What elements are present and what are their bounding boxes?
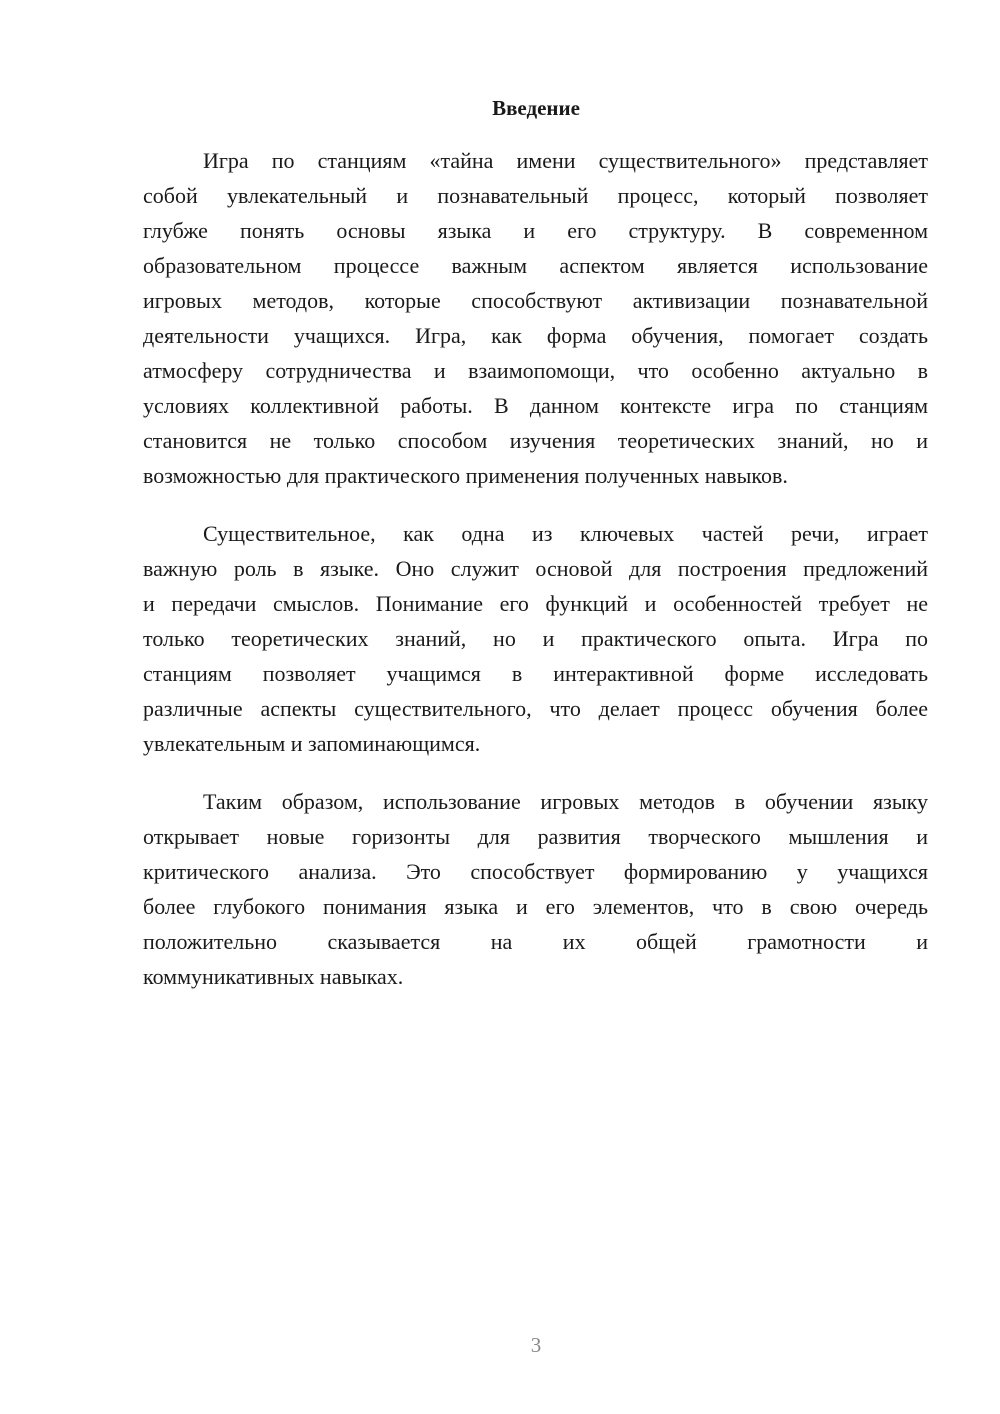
text-line: различные аспекты существительного, что делает процесс обучения более [143,696,928,721]
paragraph [143,784,928,994]
text-line: игровых методов, которые способствуют активизации познавательной [143,288,928,313]
text-line: открывает новые горизонты для развития творческого мышления и [143,824,928,849]
text-line: атмосферу сотрудничества и взаимопомощи, что особенно актуально в [143,358,928,383]
text-line: только теоретических знаний, но и практического опыта. Игра по [143,626,928,651]
text-line: важную роль в языке. Оно служит основой для построения предложений [143,556,928,581]
text-line: деятельности учащихся. Игра, как форма обучения, помогает создать [143,323,928,348]
text-line: критического анализа. Это способствует формированию у учащихся [143,859,928,884]
text-line: условиях коллективной работы. В данном контексте игра по станциям [143,393,928,418]
section-heading: Введение [492,96,580,120]
text-line: станциям позволяет учащимся в интерактивной форме исследовать [143,661,928,686]
text-line: увлекательным и запоминающимся. [143,731,481,756]
text-line: Игра по станциям «тайна имени существительного» представляет [203,148,928,173]
text-line: Таким образом, использование игровых методов в обучении языку [203,789,928,814]
text-line: положительно сказывается на их общей грамотности и [143,929,928,954]
text-line: и передачи смыслов. Понимание его функций и особенностей требует не [143,591,928,616]
document-body [143,143,928,1017]
text-line: возможностью для практического применения полученных навыков. [143,463,788,488]
paragraph [143,143,928,493]
text-line: становится не только способом изучения теоретических знаний, но и [143,428,928,453]
page-number: 3 [530,1333,542,1357]
text-line: образовательном процессе важным аспектом является использование [143,253,928,278]
text-line: собой увлекательный и познавательный процесс, который позволяет [143,183,928,208]
text-line: более глубокого понимания языка и его элементов, что в свою очередь [143,894,928,919]
text-line: Существительное, как одна из ключевых частей речи, играет [203,521,928,546]
paragraph [143,516,928,761]
text-line: коммуникативных навыках. [143,964,404,989]
text-line: глубже понять основы языка и его структуру. В современном [143,218,928,243]
